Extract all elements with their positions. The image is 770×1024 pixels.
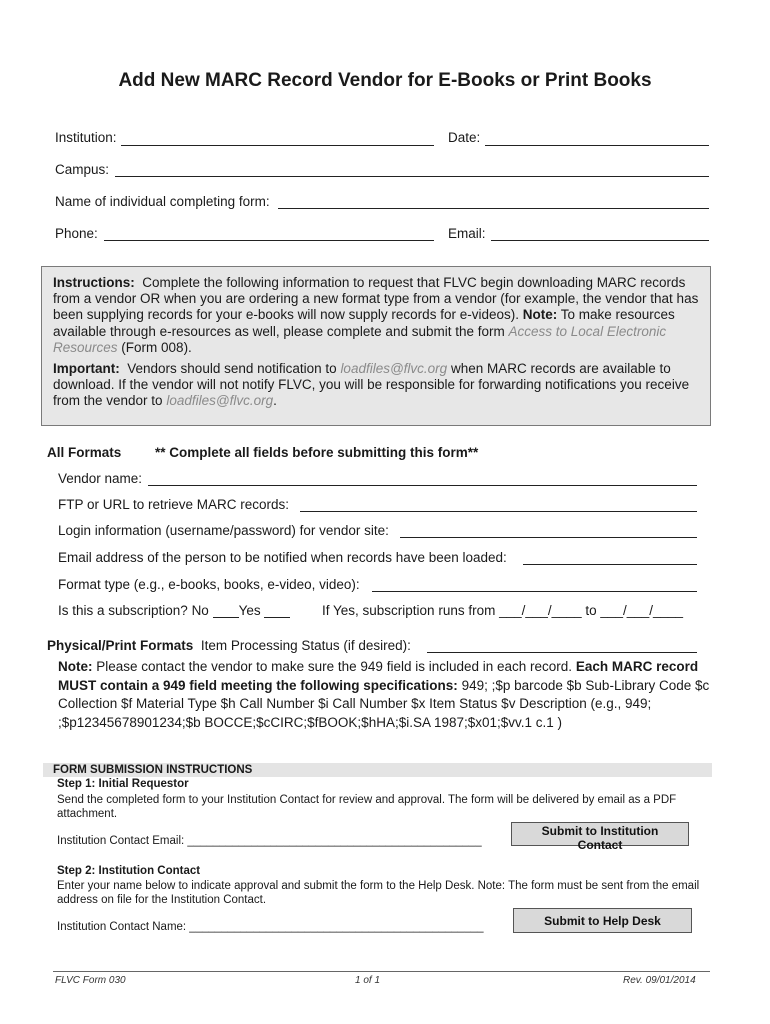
instructions-label: Instructions:	[53, 275, 135, 290]
email-notify-field[interactable]	[523, 564, 697, 565]
subscription-dates[interactable]: If Yes, subscription runs from ___/___/____ to ___/___/____	[322, 603, 684, 618]
date-label: Date:	[448, 130, 481, 145]
campus-field[interactable]	[115, 176, 709, 177]
subscription-row	[58, 603, 290, 618]
institution-field[interactable]	[121, 145, 434, 146]
loadfiles-email-link[interactable]: loadfiles@flvc.org	[340, 361, 448, 377]
email-notify-label: Email address of the person to be notified when records have been loaded:	[58, 550, 507, 565]
submit-helpdesk-button[interactable]: Submit to Help Desk	[513, 908, 692, 933]
format-type-field[interactable]	[372, 591, 697, 592]
email-field[interactable]	[491, 240, 709, 241]
physical-row	[47, 638, 411, 653]
yes-checkbox[interactable]	[264, 603, 290, 618]
phone-label: Phone:	[55, 226, 98, 241]
footer-page: 1 of 1	[355, 975, 381, 986]
loadfiles-email-link-2[interactable]: loadfiles@flvc.org	[166, 393, 274, 409]
yes-label: Yes	[238, 603, 261, 618]
physical-note	[58, 658, 713, 732]
campus-label: Campus:	[55, 162, 110, 177]
step2-title: Step 2: Institution Contact	[57, 865, 201, 877]
item-status-field[interactable]	[427, 652, 697, 653]
phone-field[interactable]	[104, 240, 434, 241]
physical-heading: Physical/Print Formats	[47, 638, 194, 653]
note-text: To make resources available through e-resources as well, please complete and submit the form	[53, 307, 675, 339]
all-formats-heading: All Formats	[47, 445, 122, 460]
subscription-question: Is this a subscription? No	[58, 603, 209, 618]
no-checkbox[interactable]	[213, 603, 239, 618]
important-text-2: when MARC records are available to download. If the vendor will not notify FLVC, you will be responsible for forwarding notifications you receive from the vendor to	[53, 361, 690, 409]
vendor-name-field[interactable]	[148, 485, 697, 486]
format-type-label: Format type (e.g., e-books, books, e-video, video):	[58, 577, 360, 592]
footer-form: FLVC Form 030	[55, 975, 126, 986]
instructions-box	[41, 266, 711, 426]
step1-title: Step 1: Initial Requestor	[57, 778, 189, 790]
instructions-text: Complete the following information to request that FLVC begin downloading MARC records from a vendor OR when you are ordering a new format type from a vendor (for example, the vendor that has been supplying records for your e-books will now supply records for e-videos).	[53, 275, 699, 323]
vendor-name-label: Vendor name:	[58, 471, 143, 486]
ftp-field[interactable]	[300, 511, 697, 512]
name-field[interactable]	[278, 208, 709, 209]
name-label: Name of individual completing form:	[55, 194, 270, 209]
949-spec: 949; ;$p barcode $b Sub-Library Code $c Collection $f Material Type $h Call Number $i Call Number $x Item Status $v Description (e.g., 949; ;$p12345678901234;$b BOCCE;$cCIRC;$fBOOK;$hHA;$i.SA 1987;$x01;$vv.1 c.1 )	[58, 677, 710, 730]
submission-heading: FORM SUBMISSION INSTRUCTIONS	[53, 764, 253, 776]
ftp-label: FTP or URL to retrieve MARC records:	[58, 497, 290, 512]
physical-note-label: Note:	[58, 659, 93, 674]
physical-note-text: Please contact the vendor to make sure the 949 field is included in each record.	[96, 659, 573, 674]
submit-institution-button[interactable]: Submit to Institution Contact	[511, 822, 689, 846]
access-form-link[interactable]: Access to Local Electronic Resources	[53, 323, 667, 355]
contact-name-field[interactable]: Institution Contact Name: ______________________________________________	[57, 921, 484, 933]
institution-label: Institution:	[55, 130, 117, 145]
period: .	[273, 393, 277, 409]
form-number: (Form 008).	[121, 339, 192, 355]
important-label: Important:	[53, 361, 120, 377]
email-label: Email:	[448, 226, 486, 241]
must-contain: Each MARC record MUST contain a 949 field meeting the following specifications:	[58, 659, 699, 693]
page-title: Add New MARC Record Vendor for E-Books or Print Books	[118, 70, 652, 91]
contact-email-field[interactable]: Institution Contact Email: ______________________________________________	[57, 835, 482, 847]
date-field[interactable]	[485, 145, 709, 146]
note-label: Note:	[522, 307, 558, 323]
step2-text: Enter your name below to indicate approval and submit the form to the Help Desk. Note: The form must be sent from the email address on file for the Institution Contact.	[57, 880, 700, 906]
important-text: Vendors should send notification to	[127, 361, 337, 377]
footer-rule	[53, 971, 710, 972]
step1-text: Send the completed form to your Institution Contact for review and approval. The form will be delivered by email as a PDF attachment.	[57, 794, 677, 820]
item-status-label: Item Processing Status (if desired):	[200, 638, 411, 653]
footer-rev: Rev. 09/01/2014	[623, 975, 696, 986]
login-label: Login information (username/password) for vendor site:	[58, 523, 389, 538]
all-formats-note: ** Complete all fields before submitting this form**	[155, 445, 479, 460]
login-field[interactable]	[400, 537, 697, 538]
